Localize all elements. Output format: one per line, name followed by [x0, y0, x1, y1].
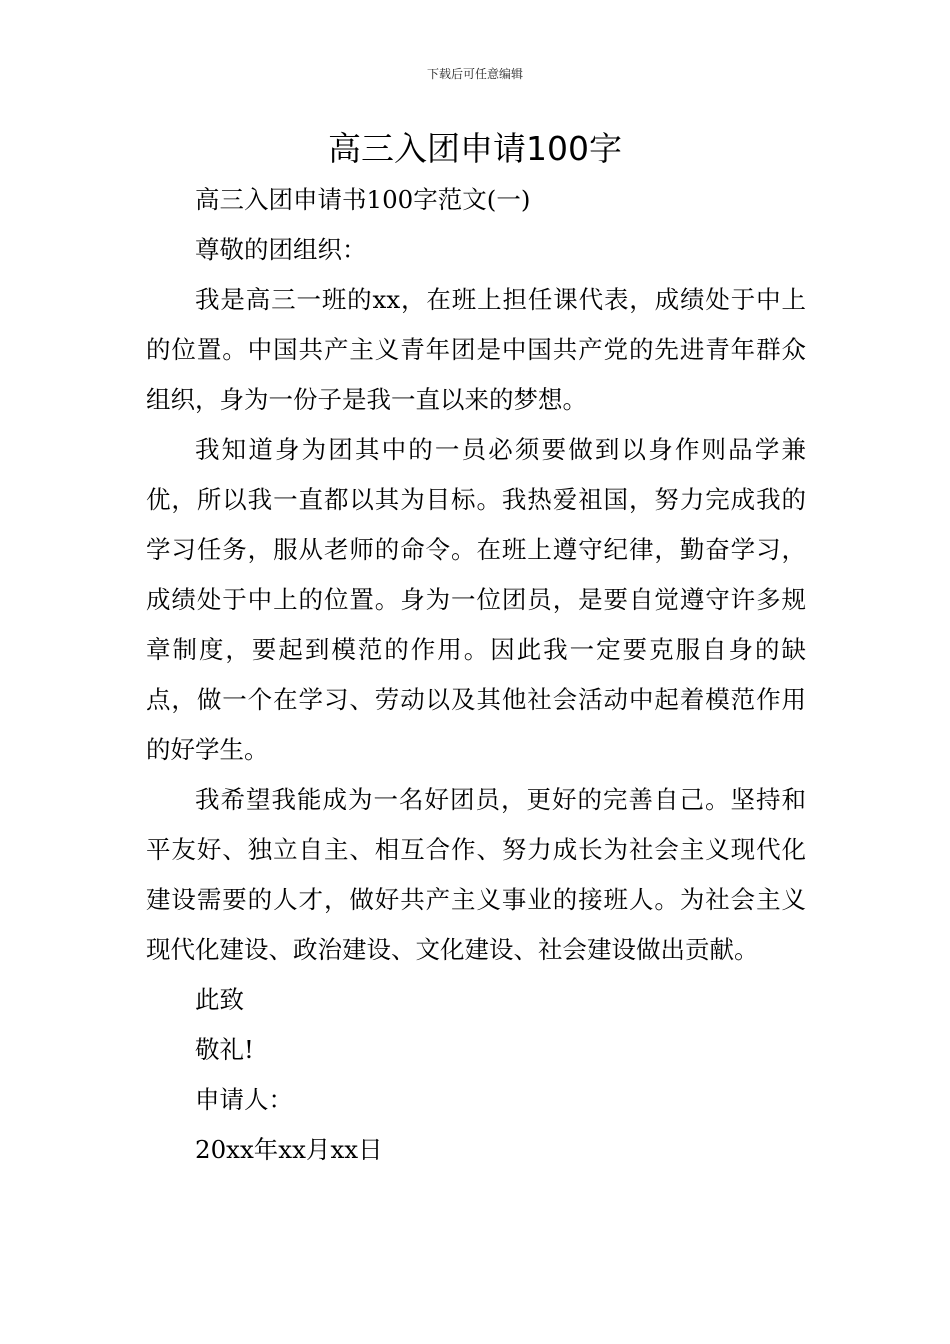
body-paragraph-commitment: 我知道身为团其中的一员必须要做到以身作则品学兼优，所以我一直都以其为目标。我热爱祖国，努力完成我的学习任务，服从老师的命令。在班上遵守纪律，勤奋学习，成绩处于中上的位置。身为一位团员，是要自觉遵守许多规章制度，要起到模范的作用。因此我一定要克服自身的缺点，做一个在学习、劳动以及其他社会活动中起着模范作用的好学生。: [146, 435, 806, 764]
body-paragraph-hope: 我希望我能成为一名好团员，更好的完善自己。坚持和平友好、独立自主、相互合作、努力成长为社会主义现代化建设需要的人才，做好共产主义事业的接班人。为社会主义现代化建设、政治建设、文化建设、社会建设做出贡献。: [146, 785, 806, 964]
body-paragraph-intro: 我是高三一班的xx，在班上担任课代表，成绩处于中上的位置。中国共产主义青年团是中国共产党的先进青年群众组织，身为一份子是我一直以来的梦想。: [146, 285, 806, 414]
header-note: 下载后可任意编辑: [426, 67, 523, 81]
salutation-paragraph: 尊敬的团组织：: [195, 235, 367, 264]
applicant-line: 申请人：: [195, 1085, 293, 1114]
document-body: [146, 175, 806, 1175]
subtitle-paragraph: 高三入团申请书100字范文(一): [195, 185, 531, 214]
page-title: 高三入团申请100字: [328, 129, 622, 168]
date-line: 20xx年xx月xx日: [195, 1135, 383, 1164]
closing-line: 此致: [195, 985, 244, 1014]
regards-line: 敬礼!: [195, 1035, 254, 1064]
